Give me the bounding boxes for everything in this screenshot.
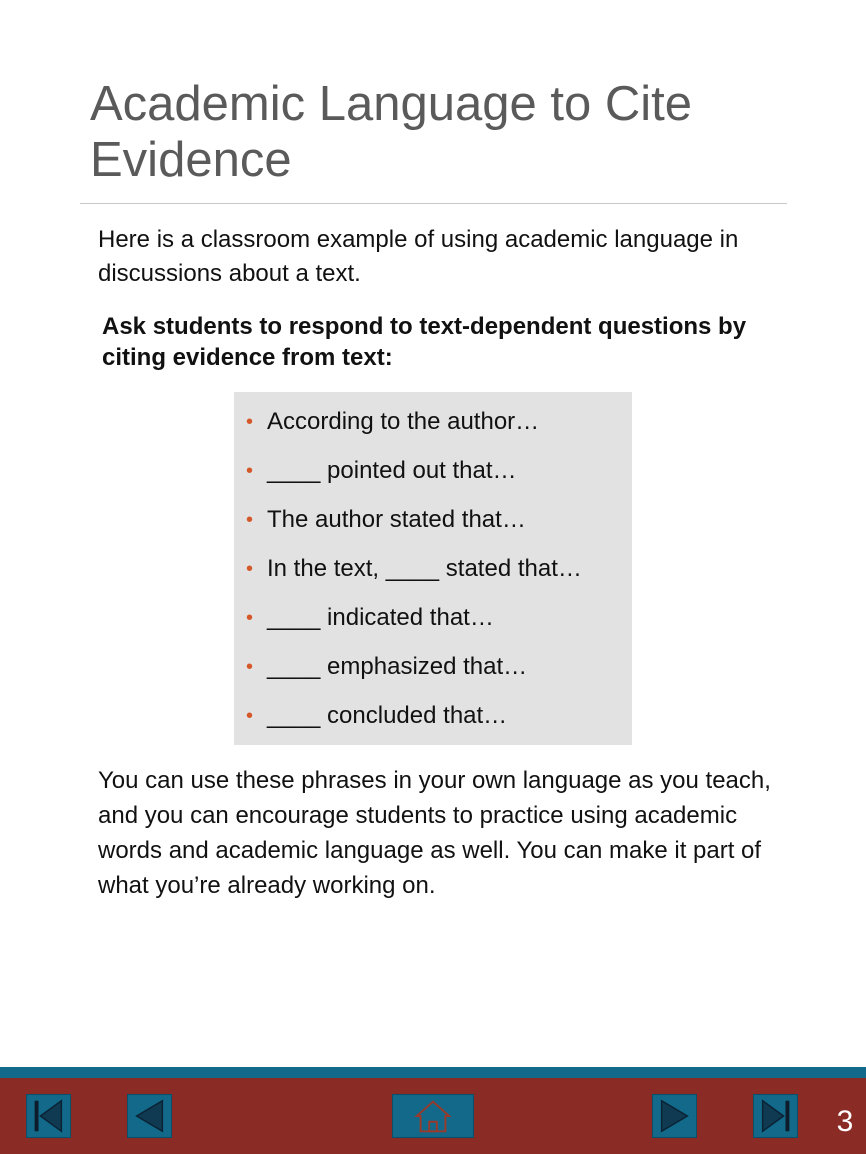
phrase-item bbox=[234, 500, 632, 549]
phrase-item bbox=[234, 451, 632, 500]
next-slide-button[interactable] bbox=[652, 1094, 697, 1138]
phrase-text: The author stated that… bbox=[267, 506, 526, 533]
bullet-icon: • bbox=[246, 460, 254, 482]
phrase-text: According to the author… bbox=[267, 408, 540, 435]
phrase-text: In the text, ____ stated that… bbox=[267, 555, 582, 582]
title-divider bbox=[80, 203, 787, 204]
outro-text: You can use these phrases in your own language as you teach, and you can encourage students to practice using academic words and academic language as well. You can make it part of what you’re already working on. bbox=[98, 767, 771, 899]
phrase-text: ____ concluded that… bbox=[267, 702, 508, 729]
slide-title: Academic Language to Cite Evidence bbox=[90, 77, 692, 187]
phrase-item bbox=[234, 647, 632, 696]
footer-stripe bbox=[0, 1067, 866, 1078]
bullet-icon: • bbox=[246, 607, 254, 629]
phrase-text: ____ pointed out that… bbox=[267, 457, 517, 484]
first-slide-icon bbox=[27, 1095, 70, 1137]
bullet-icon: • bbox=[246, 656, 254, 678]
home-icon bbox=[393, 1095, 473, 1137]
first-slide-button[interactable] bbox=[26, 1094, 71, 1138]
phrase-item bbox=[234, 402, 632, 451]
previous-slide-button[interactable] bbox=[127, 1094, 172, 1138]
phrase-item bbox=[234, 549, 632, 598]
phrase-item bbox=[234, 598, 632, 647]
previous-slide-icon bbox=[128, 1095, 171, 1137]
phrase-text: ____ emphasized that… bbox=[267, 653, 528, 680]
last-slide-icon bbox=[754, 1095, 797, 1137]
phrase-item bbox=[234, 696, 632, 745]
bullet-icon: • bbox=[246, 509, 254, 531]
bullet-icon: • bbox=[246, 705, 254, 727]
bullet-icon: • bbox=[246, 558, 254, 580]
phrase-text: ____ indicated that… bbox=[267, 604, 494, 631]
phrase-box bbox=[234, 392, 632, 745]
page-number: 3 bbox=[836, 1105, 854, 1138]
bullet-icon: • bbox=[246, 411, 254, 433]
next-slide-icon bbox=[653, 1095, 696, 1137]
last-slide-button[interactable] bbox=[753, 1094, 798, 1138]
intro-text: Here is a classroom example of using academic language in discussions about a text. bbox=[98, 226, 739, 287]
home-button[interactable] bbox=[392, 1094, 474, 1138]
phrase-list bbox=[234, 402, 632, 745]
instruction-text: Ask students to respond to text-dependent questions by citing evidence from text: bbox=[102, 313, 747, 371]
